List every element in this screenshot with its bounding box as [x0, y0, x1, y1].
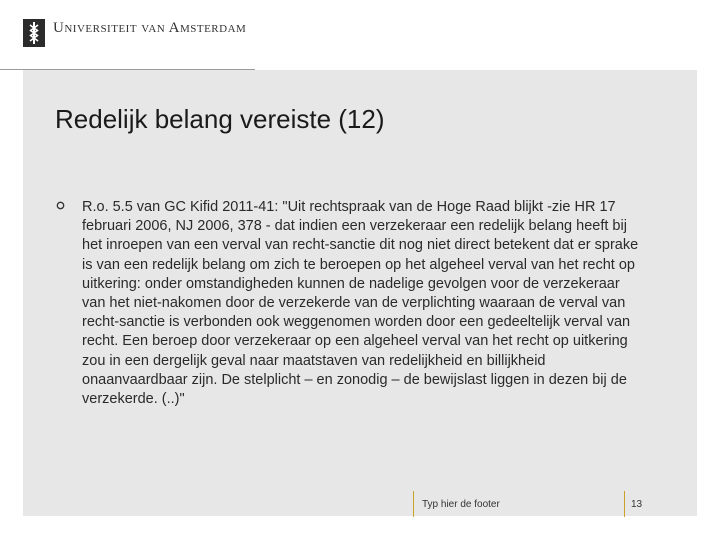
footer-divider-left [413, 491, 414, 517]
footer-divider-right [624, 491, 625, 517]
logo-wordmark: Universiteit van Amsterdam [53, 20, 247, 36]
slide-title: Redelijk belang vereiste (12) [55, 104, 385, 134]
page-number: 13 [631, 499, 643, 510]
header [0, 0, 720, 70]
uva-crest-icon [23, 19, 45, 47]
bullet-text: R.o. 5.5 van GC Kifid 2011-41: "Uit rechtspraak van de Hoge Raad blijkt -zie HR 17 februari 2006, NJ 2006, 378 - dat indien een verzekeraar een redelijk belang heeft bij het inroepen van een verval van recht-sanctie dit nog niet direct betekent dat er sprake is van een redelijk belang om zich te beroepen op het algeheel verval van het recht op uitkering: onder omstandigheden kunnen de nadelige gevolgen voor de verzekeraar van het niet-nakomen door de verzekerde van de verplichting waaraan de verval van recht-sanctie is verbonden ook weggenomen worden door een gedeeltelijk verval van recht. Een beroep door verzekeraar op een algeheel verval van het recht op uitkering zou in een dergelijk geval naar maatstaven van redelijkheid en billijkheid onaanvaardbaar zijn. De stelplicht – en zonodig – de bewijslast liggen in dezen bij de verzekerde. (..)" [82, 199, 639, 408]
footer-text: Typ hier de footer [422, 499, 500, 510]
open-circle-bullet-icon [56, 201, 65, 210]
